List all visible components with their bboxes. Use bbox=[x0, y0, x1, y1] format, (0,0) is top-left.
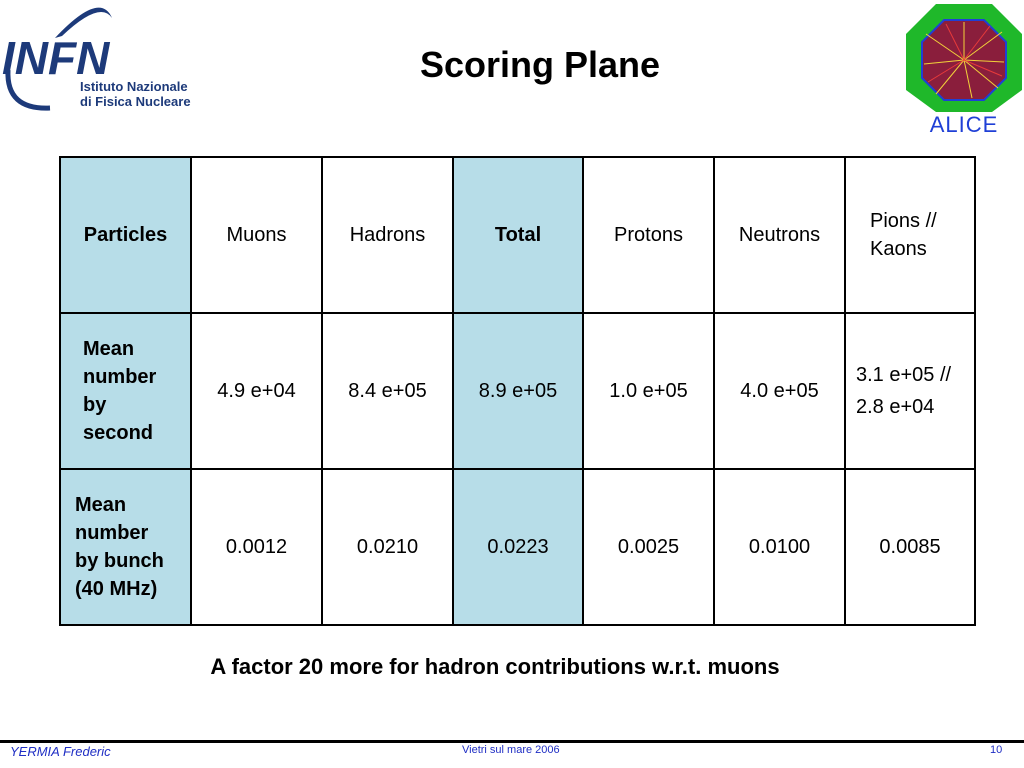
header-particles: Particles bbox=[60, 157, 191, 313]
table-row-per-bunch bbox=[60, 469, 975, 625]
cell-pions-kaons-per-bunch: 0.0085 bbox=[845, 469, 975, 625]
header-kaons-line: Kaons bbox=[870, 238, 927, 260]
row2-label-line2: number bbox=[75, 522, 149, 544]
pions-per-second: 3.1 e+05 // bbox=[856, 364, 952, 386]
footer-author: YERMIA Frederic bbox=[10, 744, 111, 759]
table-header-row bbox=[60, 157, 975, 313]
cell-pions-kaons-per-second bbox=[845, 313, 975, 469]
cell-protons-per-bunch: 0.0025 bbox=[583, 469, 714, 625]
row2-label-line4: (40 MHz) bbox=[75, 578, 158, 600]
cell-muons-per-second: 4.9 e+04 bbox=[191, 313, 322, 469]
row-label-per-second bbox=[60, 313, 191, 469]
row2-label-line1: Mean bbox=[75, 494, 127, 516]
scoring-table bbox=[59, 156, 976, 626]
alice-logo bbox=[906, 4, 1022, 140]
header-hadrons: Hadrons bbox=[322, 157, 453, 313]
infn-line2: di Fisica Nucleare bbox=[80, 94, 191, 109]
header-total: Total bbox=[453, 157, 583, 313]
infn-line1: Istituto Nazionale bbox=[80, 79, 188, 94]
cell-muons-per-bunch: 0.0012 bbox=[191, 469, 322, 625]
infn-logo bbox=[0, 0, 200, 120]
header-muons: Muons bbox=[191, 157, 322, 313]
header-pions-line: Pions // bbox=[870, 210, 937, 232]
hadron-factor-note: A factor 20 more for hadron contributions w.r.t. muons bbox=[210, 654, 780, 679]
cell-neutrons-per-second: 4.0 e+05 bbox=[714, 313, 845, 469]
kaons-per-second: 2.8 e+04 bbox=[856, 396, 935, 418]
cell-total-per-bunch: 0.0223 bbox=[453, 469, 583, 625]
cell-hadrons-per-second: 8.4 e+05 bbox=[322, 313, 453, 469]
header-neutrons: Neutrons bbox=[714, 157, 845, 313]
cell-total-per-second: 8.9 e+05 bbox=[453, 313, 583, 469]
cell-protons-per-second: 1.0 e+05 bbox=[583, 313, 714, 469]
footer-date: Vietri sul mare 2006 bbox=[462, 744, 560, 756]
slide-title: Scoring Plane bbox=[419, 44, 661, 85]
row1-label-line4: second bbox=[83, 422, 154, 444]
cell-hadrons-per-bunch: 0.0210 bbox=[322, 469, 453, 625]
header-pions-kaons bbox=[845, 157, 975, 313]
row1-label-line3: by bbox=[83, 394, 107, 416]
alice-label: ALICE bbox=[929, 112, 999, 137]
row1-label-line1: Mean bbox=[83, 338, 135, 360]
row-label-per-bunch bbox=[60, 469, 191, 625]
cell-neutrons-per-bunch: 0.0100 bbox=[714, 469, 845, 625]
row2-label-line3: by bunch bbox=[75, 550, 164, 572]
row1-label-line2: number bbox=[83, 366, 157, 388]
footer-divider bbox=[0, 740, 1024, 743]
table-row-per-second bbox=[60, 313, 975, 469]
header-protons: Protons bbox=[583, 157, 714, 313]
footer-page-number: 10 bbox=[990, 744, 1003, 756]
infn-mark: INFN bbox=[2, 32, 110, 84]
